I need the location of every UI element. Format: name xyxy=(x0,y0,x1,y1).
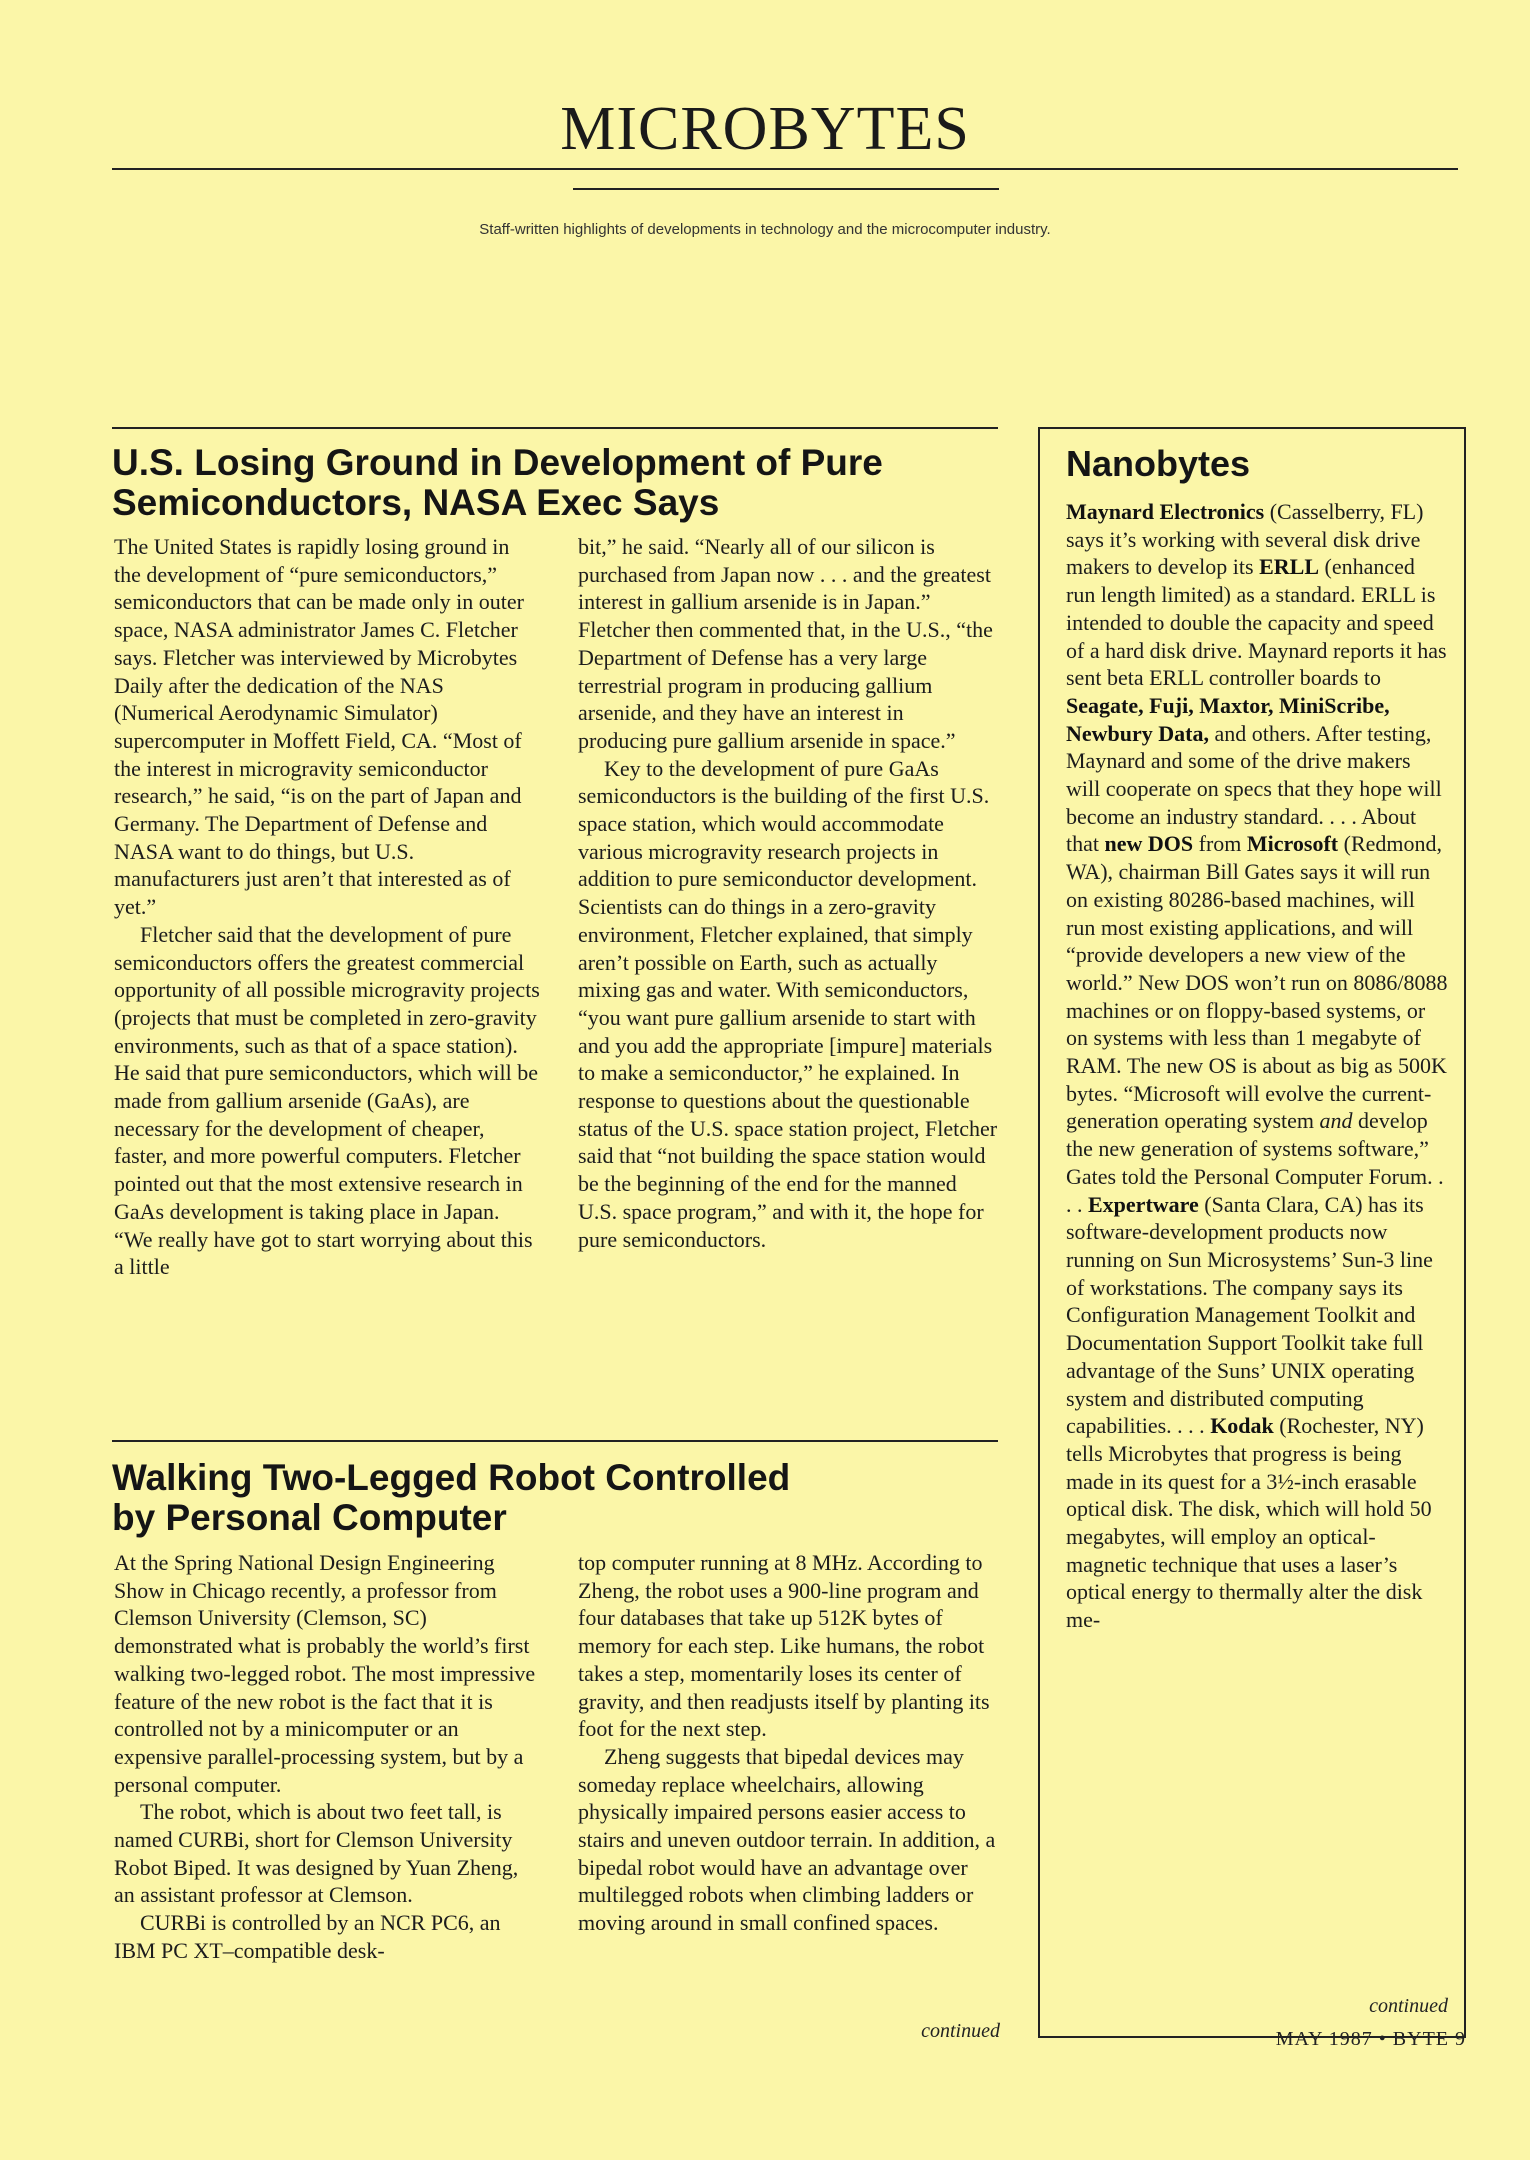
product-name: ERLL xyxy=(1259,554,1319,580)
sidebar-title: Nanobytes xyxy=(1066,443,1251,484)
headline-line: U.S. Losing Ground in Development of Pure xyxy=(112,442,883,483)
paragraph: bit,” he said. “Nearly all of our silicon is purchased from Japan now . . . and the greatest interest in gallium arsenide is in Japan.” Fletcher then commented that, in the U.S., “the Department of Defense has a very large terrestrial program in producing gallium arsenide, and they have an interest in producing pure gallium arsenide in space.” xyxy=(578,534,993,753)
text-run: (Casselberry, FL) says it’s working with several disk drive makers to develop its xyxy=(1066,499,1424,580)
masthead-short-rule xyxy=(573,188,999,190)
section-masthead: MICROBYTES xyxy=(560,95,970,163)
text-run: (enhanced run length limited) as a standard. ERLL is intended to double the capacity and speed of a hard disk drive. Maynard reports it has sent beta ERLL controller boards to xyxy=(1066,554,1447,691)
headline-line: by Personal Computer xyxy=(112,1497,507,1538)
article-divider xyxy=(112,427,998,429)
company-name: Seagate, Fuji, Maxtor, MiniScribe, Newbury Data, xyxy=(1066,692,1390,746)
article-column xyxy=(578,1549,998,1937)
text-run: and others. After testing, Maynard and some of the drive makers will cooperate on specs that they hope will become an industry standard. . . . About that xyxy=(1066,720,1442,857)
continued-label: continued xyxy=(921,2020,1000,2042)
text-run: from xyxy=(1193,831,1247,857)
paragraph: At the Spring National Design Engineering Show in Chicago recently, a professor from Clemson University (Clemson, SC) demonstrated what is probably the world’s first walking two-legged robot. The most impressive feature of the new robot is the fact that it is controlled not by a minicomputer or an expensive parallel-processing system, but by a personal computer. xyxy=(114,1550,536,1797)
company-name: Maynard Electronics xyxy=(1066,499,1265,524)
masthead-rule xyxy=(112,168,1458,170)
article-column xyxy=(114,533,540,1281)
section-tagline: Staff-written highlights of developments in technology and the microcomputer industry. xyxy=(479,221,1051,238)
paragraph: top computer running at 8 MHz. According to Zheng, the robot uses a 900-line program and four databases that take up 512K bytes of memory for each step. Like humans, the robot takes a step, momentarily loses its center of gravity, and then readjusts itself by planting its foot for the next step. xyxy=(578,1550,990,1742)
headline-line: Semiconductors, NASA Exec Says xyxy=(112,482,720,523)
continued-label: continued xyxy=(1369,1995,1448,2017)
text-run: develop the new generation of systems software,” Gates told the Personal Computer Forum. . . . xyxy=(1066,1108,1444,1217)
paragraph: Fletcher said that the development of pure semiconductors offers the greatest commercial opportunity of all possible microgravity projects (projects that must be completed in zero-gravity environments, such as that of a space station). He said that pure semiconductors, which will be made from gallium arsenide (GaAs), are necessary for the development of cheaper, faster, and more powerful computers. Fletcher pointed out that the most extensive research in GaAs development is taking place in Japan. “We really have got to start worrying about this a little xyxy=(114,921,540,1280)
article-column xyxy=(114,1549,540,1965)
paragraph: Zheng suggests that bipedal devices may someday replace wheelchairs, allowing physically impaired persons easier access to stairs and uneven outdoor terrain. In addition, a bipedal robot would have an advantage over multilegged robots when climbing ladders or moving around in small confined spaces. xyxy=(578,1743,996,1936)
company-name: Expertware xyxy=(1088,1191,1199,1217)
text-run: (Santa Clara, CA) has its software-development products now running on Sun Microsystems’ Sun-3 line of workstations. The company says its Configuration Management Toolkit and Documentation Support Toolkit take full advantage of the Suns’ UNIX operating system and distributed computing capabilities. . . . xyxy=(1066,1191,1433,1439)
paragraph: The United States is rapidly losing ground in the development of “pure semiconductors,” semiconductors that can be made only in outer space, NASA administrator James C. Fletcher says. Fletcher was interviewed by Microbytes Daily after the dedication of the NAS (Numerical Aerodynamic Simulator) supercomputer in Moffett Field, CA. “Most of the interest in microgravity semiconductor research,” he said, “is on the part of Japan and Germany. The Department of Defense and NASA want to do things, but U.S. manufacturers just aren’t that interested as of yet.” xyxy=(114,534,524,920)
text-run: (Rochester, NY) tells Microbytes that progress is being made in its quest for a 3½-inch erasable optical disk. The disk, which will hold 50 megabytes, will employ an optical-magnetic technique that uses a laser’s optical energy to thermally alter the disk me- xyxy=(1066,1413,1432,1633)
company-name: Microsoft xyxy=(1246,831,1339,857)
article-column xyxy=(578,533,998,1253)
paragraph: CURBi is controlled by an NCR PC6, an IBM PC XT–compatible desk- xyxy=(114,1910,501,1963)
product-name: new DOS xyxy=(1104,831,1194,857)
article-headline xyxy=(112,443,1012,523)
page-footer: MAY 1987 • BYTE 9 xyxy=(1275,2028,1466,2050)
sidebar-body xyxy=(1066,498,1448,1634)
company-name: Kodak xyxy=(1210,1413,1274,1439)
emphasis: and xyxy=(1319,1108,1353,1134)
text-run: (Redmond, WA), chairman Bill Gates says it will run on existing 80286-based machines, will run most existing applications, and will “provide developers a new view of the world.” New DOS won’t run on 8086/8088 machines or on floppy-based systems, or on systems with less than 1 megabyte of RAM. The new OS is about as big as 500K bytes. “Microsoft will evolve the current-generation operating system xyxy=(1066,831,1448,1134)
paragraph: The robot, which is about two feet tall, is named CURBi, short for Clemson University Robot Biped. It was designed by Yuan Zheng, an assistant professor at Clemson. xyxy=(114,1799,519,1908)
article-headline xyxy=(112,1458,1012,1538)
headline-line: Walking Two-Legged Robot Controlled xyxy=(112,1457,791,1498)
paragraph: Key to the development of pure GaAs semiconductors is the building of the first U.S. space station, which would accommodate various microgravity research projects in addition to pure semiconductor development. Scientists can do things in a zero-gravity environment, Fletcher explained, that simply aren’t possible on Earth, such as actually mixing gas and water. With semiconductors, “you want pure gallium arsenide to start with and you add the appropriate [impure] materials to make a semiconductor,” he explained. In response to questions about the questionable status of the U.S. space station project, Fletcher said that “not building the space station would be the beginning of the end for the manned U.S. space program,” and with it, the hope for pure semiconductors. xyxy=(578,755,998,1252)
article-divider xyxy=(112,1440,998,1442)
